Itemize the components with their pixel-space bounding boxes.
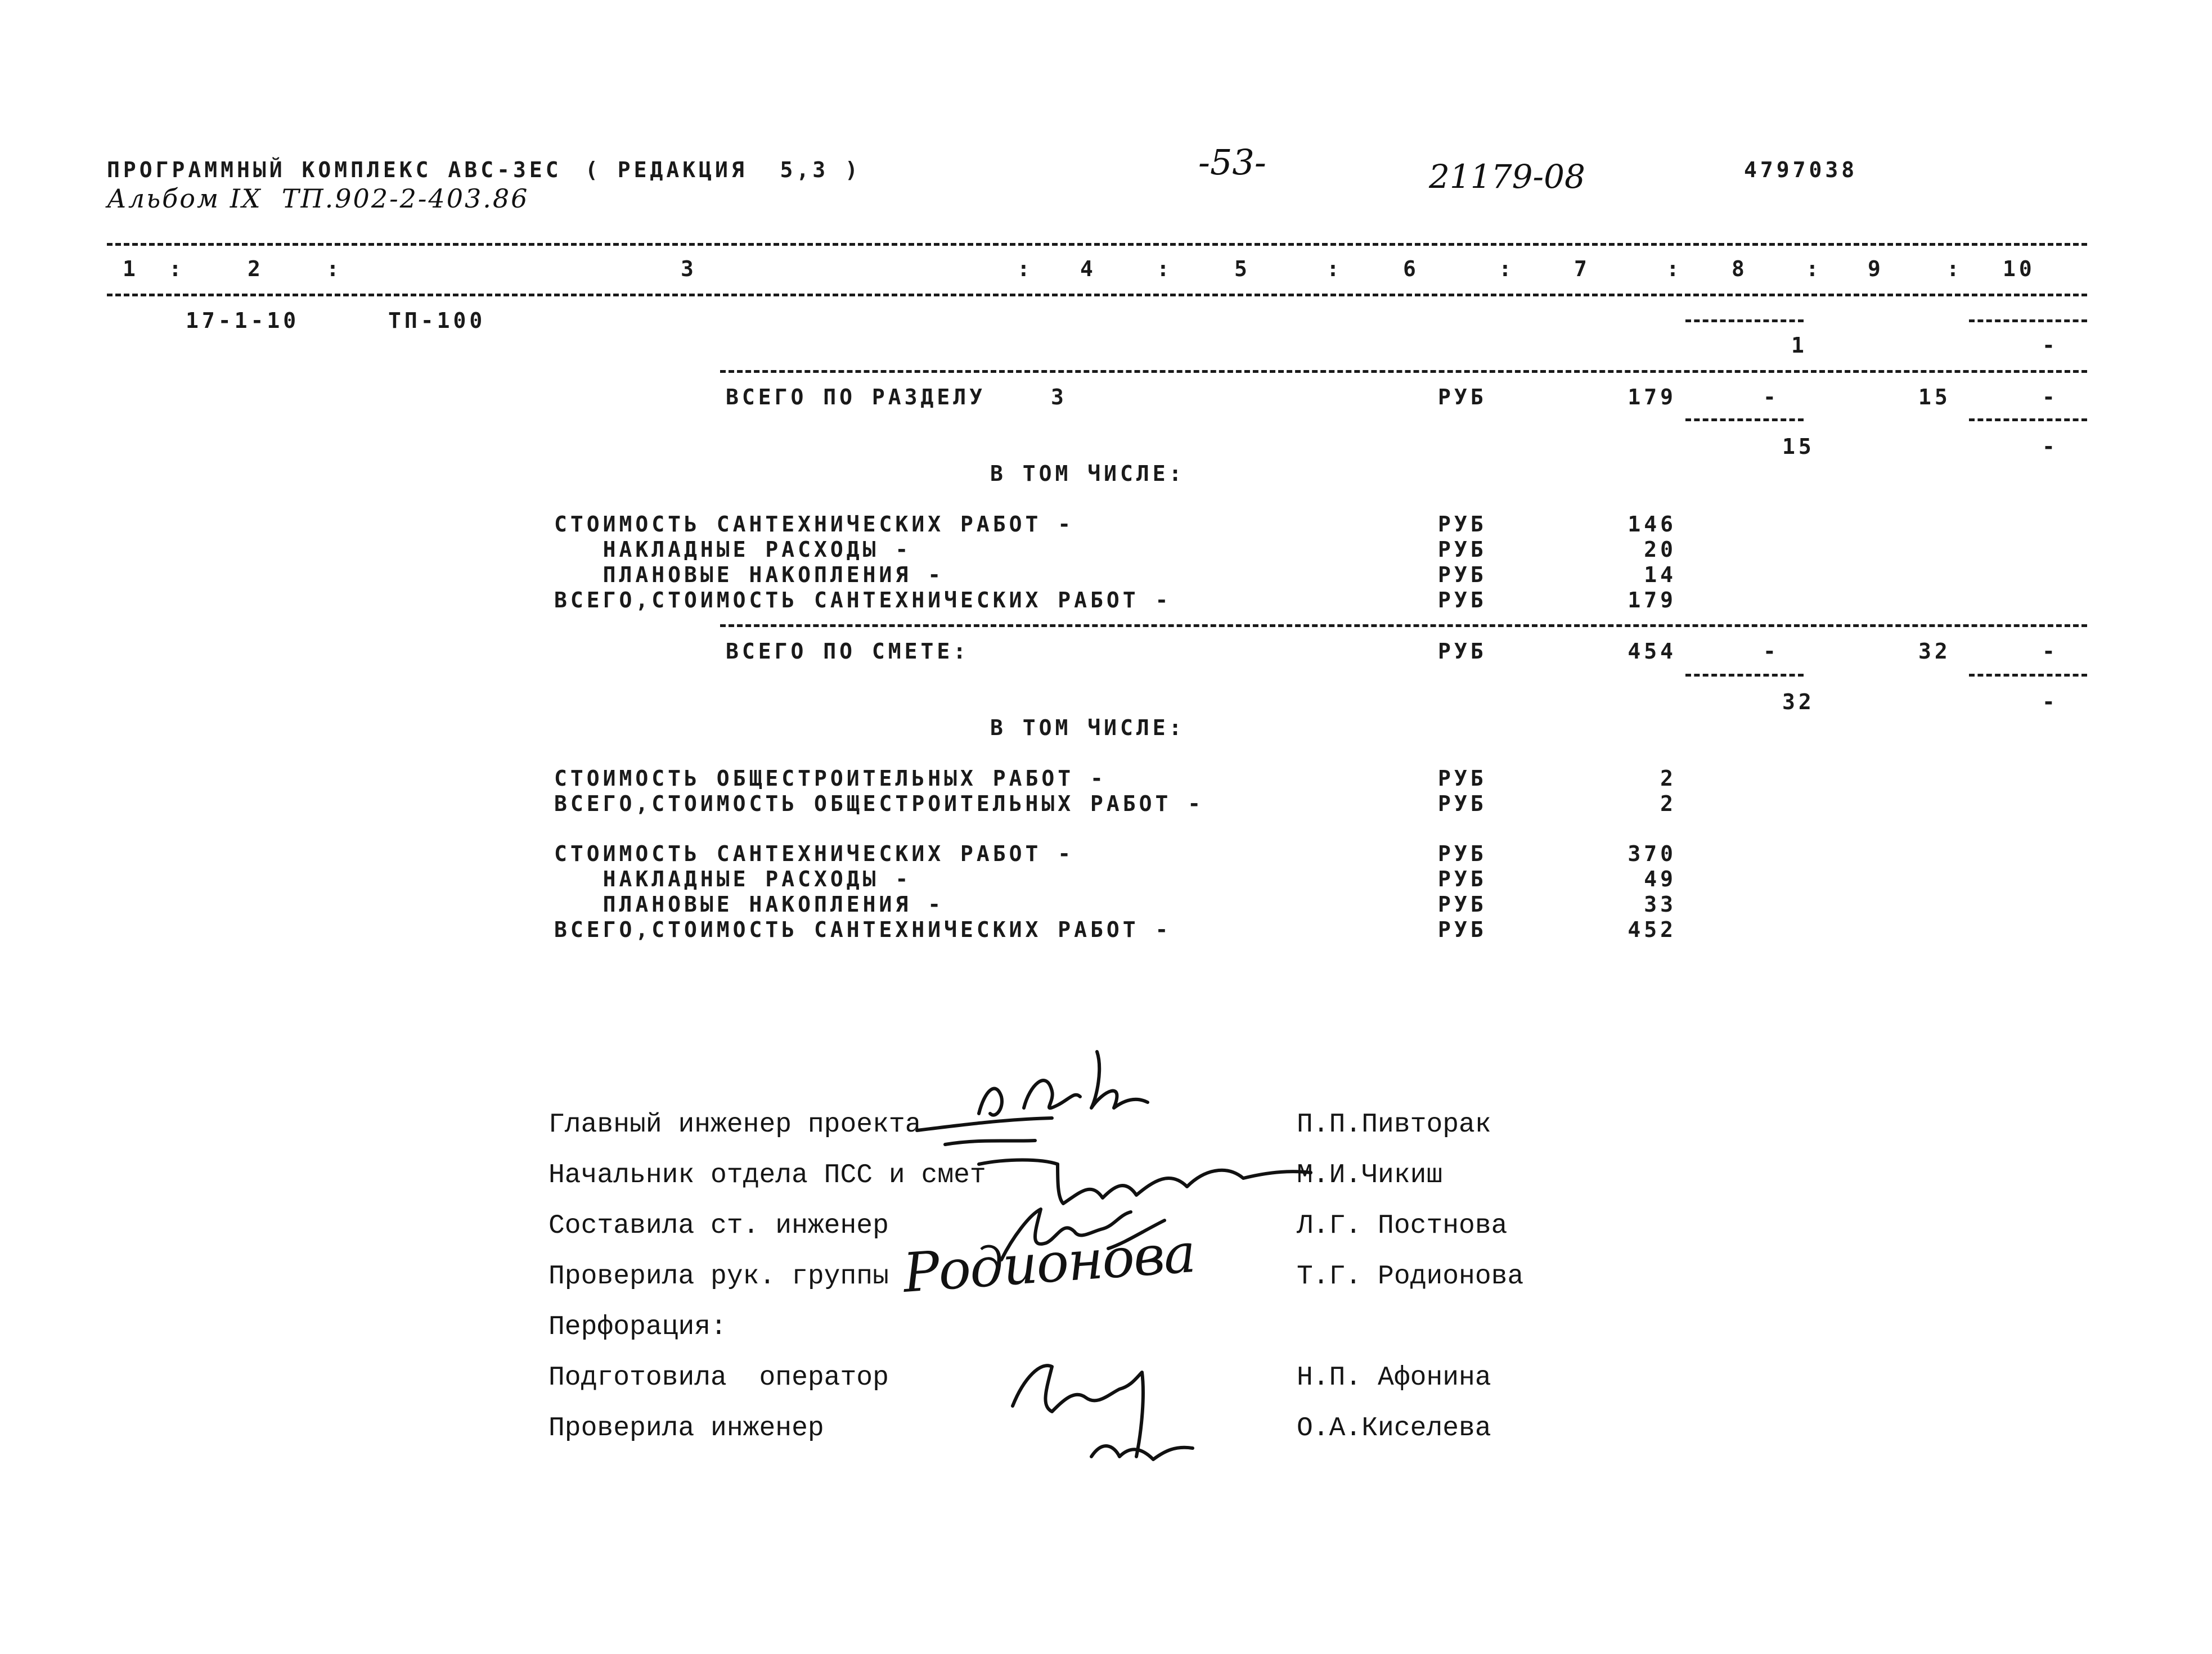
section-rule [720, 370, 2087, 373]
column-separator: : [1806, 256, 1822, 281]
serial-number: 4797038 [1744, 157, 1858, 182]
section-total-number: 3 [1051, 385, 1067, 409]
section-sub-col10: - [2042, 434, 2058, 459]
section-total-col7: 179 [1627, 385, 1676, 409]
column-separator: : [1327, 256, 1343, 281]
breakdown-value: 33 [1644, 892, 1676, 917]
breakdown-unit: РУБ [1438, 867, 1487, 891]
section-total-unit: РУБ [1438, 385, 1487, 409]
entry-col10-rule [1969, 319, 2087, 322]
section-total-col10: - [2042, 385, 2058, 409]
section-sub-col8: 15 [1782, 434, 1815, 459]
program-title: ПРОГРАММНЫЙ КОМПЛЕКС АВС-ЗЕС [107, 157, 562, 182]
signatory-role: Подготовила оператор [548, 1363, 889, 1393]
breakdown-value: 20 [1644, 537, 1676, 562]
breakdown-label: ПЛАНОВЫЕ НАКОПЛЕНИЯ - [554, 562, 945, 587]
estimate-total-label: ВСЕГО ПО СМЕТЕ: [726, 639, 970, 664]
column-separator: : [169, 256, 185, 281]
breakdown-label: ВСЕГО,СТОИМОСТЬ САНТЕХНИЧЕСКИХ РАБОТ - [554, 588, 1172, 612]
breakdown-label: СТОИМОСТЬ САНТЕХНИЧЕСКИХ РАБОТ - [554, 841, 1074, 866]
header-rule-top [107, 243, 2087, 246]
signatory-name: Н.П. Афонина [1297, 1363, 1491, 1393]
breakdown-label: ВСЕГО,СТОИМОСТЬ САНТЕХНИЧЕСКИХ РАБОТ - [554, 917, 1172, 942]
signatory-role: Проверила инженер [548, 1413, 824, 1444]
signatory-name: П.П.Пивторак [1297, 1110, 1491, 1140]
breakdown-value: 146 [1627, 512, 1676, 537]
signatory-name: М.И.Чикиш [1297, 1160, 1443, 1191]
group-lead-signature: Родионова [901, 1222, 1197, 1305]
breakdown-unit: РУБ [1438, 588, 1487, 612]
section-total-col9: 15 [1918, 385, 1951, 409]
breakdown-label: СТОИМОСТЬ ОБЩЕСТРОИТЕЛЬНЫХ РАБОТ - [554, 766, 1107, 791]
breakdown-label: ВСЕГО,СТОИМОСТЬ ОБЩЕСТРОИТЕЛЬНЫХ РАБОТ - [554, 791, 1204, 816]
estimate-sub-col10: - [2042, 689, 2058, 714]
breakdown-unit: РУБ [1438, 917, 1487, 942]
section-total-label: ВСЕГО ПО РАЗДЕЛУ [726, 385, 986, 409]
estimate-rule [720, 624, 2087, 627]
column-separator: : [1157, 256, 1173, 281]
breakdown-unit: РУБ [1438, 766, 1487, 791]
breakdown-unit: РУБ [1438, 892, 1487, 917]
column-separator: : [1946, 256, 1963, 281]
signatory-role: Проверила рук. группы [548, 1261, 889, 1292]
album-reference: Альбом IX ТП.902-2-403.86 [107, 183, 529, 214]
signatory-role: Составила ст. инженер [548, 1211, 889, 1241]
breakdown-label: СТОИМОСТЬ САНТЕХНИЧЕСКИХ РАБОТ - [554, 512, 1074, 537]
edition-label: ( РЕДАКЦИЯ 5,3 ) [585, 157, 861, 182]
estimate-col10-rule [1969, 674, 2087, 677]
column-separator: : [1017, 256, 1033, 281]
header-rule-bottom [107, 294, 2087, 296]
including-label-2: В ТОМ ЧИСЛЕ: [990, 715, 1185, 740]
breakdown-label: ПЛАНОВЫЕ НАКОПЛЕНИЯ - [554, 892, 945, 917]
operator-signature [1001, 1344, 1204, 1479]
breakdown-unit: РУБ [1438, 537, 1487, 562]
entry-col8-rule [1685, 319, 1804, 322]
breakdown-value: 370 [1627, 841, 1676, 866]
breakdown-label: НАКЛАДНЫЕ РАСХОДЫ - [554, 867, 912, 891]
estimate-total-col9: 32 [1918, 639, 1951, 664]
column-separator: : [1666, 256, 1683, 281]
column-number: 2 [248, 256, 264, 281]
estimate-total-col7: 454 [1627, 639, 1676, 664]
breakdown-value: 2 [1660, 766, 1676, 791]
signatory-name: Л.Г. Постнова [1297, 1211, 1508, 1241]
page-number: -53- [1198, 142, 1266, 183]
column-number: 7 [1574, 256, 1590, 281]
estimate-total-col10: - [2042, 639, 2058, 664]
column-number: 5 [1234, 256, 1251, 281]
breakdown-value: 179 [1627, 588, 1676, 612]
breakdown-value: 2 [1660, 791, 1676, 816]
column-number: 8 [1732, 256, 1748, 281]
breakdown-value: 452 [1627, 917, 1676, 942]
section-col10-rule [1969, 418, 2087, 421]
breakdown-unit: РУБ [1438, 512, 1487, 537]
column-number: 10 [2003, 256, 2035, 281]
column-number: 9 [1868, 256, 1884, 281]
signatory-role: Перфорация: [548, 1312, 727, 1342]
column-number: 3 [681, 256, 697, 281]
breakdown-value: 49 [1644, 867, 1676, 891]
estimate-col8-rule [1685, 674, 1804, 677]
column-number: 1 [123, 256, 139, 281]
entry-col8-value: 1 [1791, 333, 1808, 358]
estimate-total-col8: - [1763, 639, 1779, 664]
signatory-name: Т.Г. Родионова [1297, 1261, 1524, 1292]
section-col8-rule [1685, 418, 1804, 421]
breakdown-unit: РУБ [1438, 791, 1487, 816]
breakdown-label: НАКЛАДНЫЕ РАСХОДЫ - [554, 537, 912, 562]
column-separator: : [1499, 256, 1515, 281]
including-label: В ТОМ ЧИСЛЕ: [990, 461, 1185, 486]
entry-norm: ТП-100 [388, 308, 486, 333]
signatory-role: Начальник отдела ПСС и смет [548, 1160, 986, 1191]
chief-engineer-signature [911, 1046, 1249, 1147]
estimate-sub-col8: 32 [1782, 689, 1815, 714]
document-code: 21179-08 [1429, 157, 1585, 196]
breakdown-unit: РУБ [1438, 841, 1487, 866]
column-number: 4 [1080, 256, 1096, 281]
entry-code: 17-1-10 [186, 308, 300, 333]
column-separator: : [326, 256, 343, 281]
estimate-total-unit: РУБ [1438, 639, 1487, 664]
breakdown-value: 14 [1644, 562, 1676, 587]
signatory-name: О.А.Киселева [1297, 1413, 1491, 1444]
signatory-role: Главный инженер проекта [548, 1110, 921, 1140]
entry-col10-value: - [2042, 333, 2058, 358]
breakdown-unit: РУБ [1438, 562, 1487, 587]
column-number: 6 [1403, 256, 1419, 281]
section-total-col8: - [1763, 385, 1779, 409]
